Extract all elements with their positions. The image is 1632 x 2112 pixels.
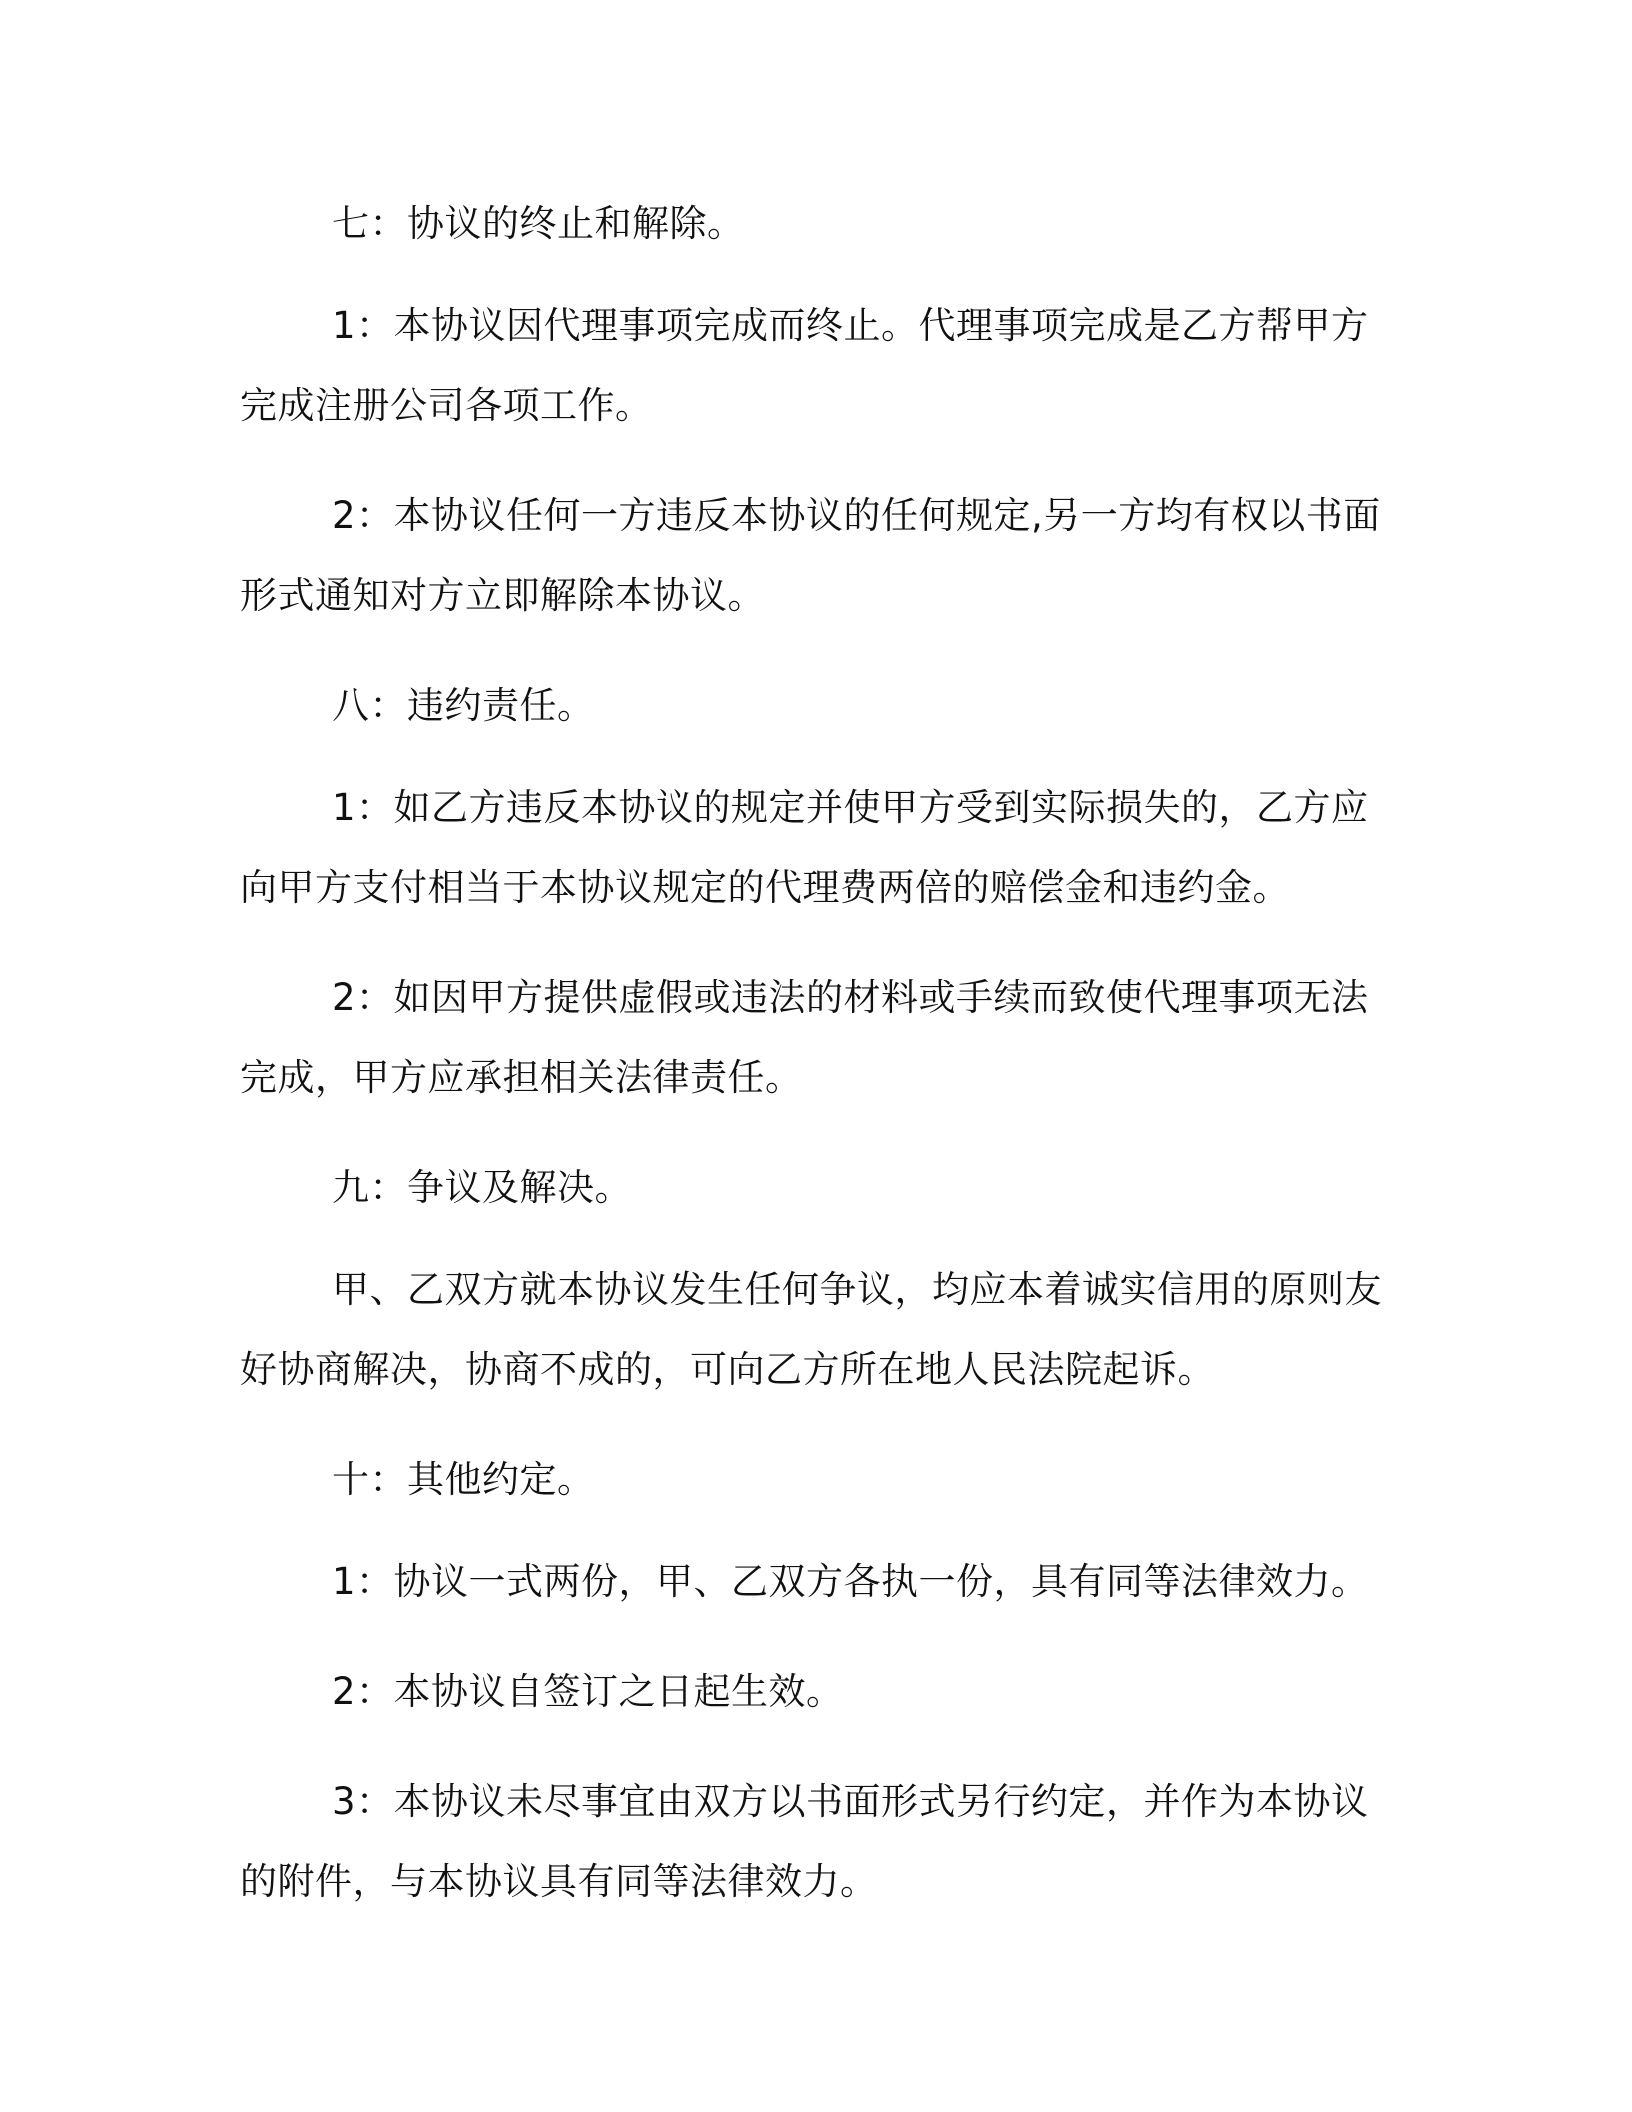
section-heading-dispute: 九：争议及解决。 bbox=[332, 1166, 632, 1209]
section-heading-termination: 七：协议的终止和解除。 bbox=[332, 202, 745, 245]
clause-termination-2: 2：本协议任何一方违反本协议的任何规定,另一方均有权以书面形式通知对方立即解除本协议。 bbox=[240, 494, 1381, 617]
section-heading-other: 十：其他约定。 bbox=[332, 1458, 595, 1501]
document-body bbox=[240, 184, 1390, 1952]
section-heading-liability: 八：违约责任。 bbox=[332, 684, 595, 727]
clause-liability-2: 2：如因甲方提供虚假或违法的材料或手续而致使代理事项无法完成，甲方应承担相关法律责任。 bbox=[240, 976, 1369, 1099]
clause-dispute: 甲、乙双方就本协议发生任何争议，均应本着诚实信用的原则友好协商解决，协商不成的，可向乙方所在地人民法院起诉。 bbox=[240, 1268, 1382, 1391]
clause-liability-1: 1：如乙方违反本协议的规定并使甲方受到实际损失的，乙方应向甲方支付相当于本协议规定的代理费两倍的赔偿金和违约金。 bbox=[240, 786, 1369, 909]
clause-termination-1: 1：本协议因代理事项完成而终止。代理事项完成是乙方帮甲方完成注册公司各项工作。 bbox=[240, 304, 1369, 427]
clause-other-3: 3：本协议未尽事宜由双方以书面形式另行约定，并作为本协议的附件，与本协议具有同等法律效力。 bbox=[240, 1780, 1369, 1903]
clause-other-1: 1：协议一式两份，甲、乙双方各执一份，具有同等法律效力。 bbox=[332, 1560, 1369, 1603]
clause-other-2: 2：本协议自签订之日起生效。 bbox=[332, 1670, 844, 1713]
